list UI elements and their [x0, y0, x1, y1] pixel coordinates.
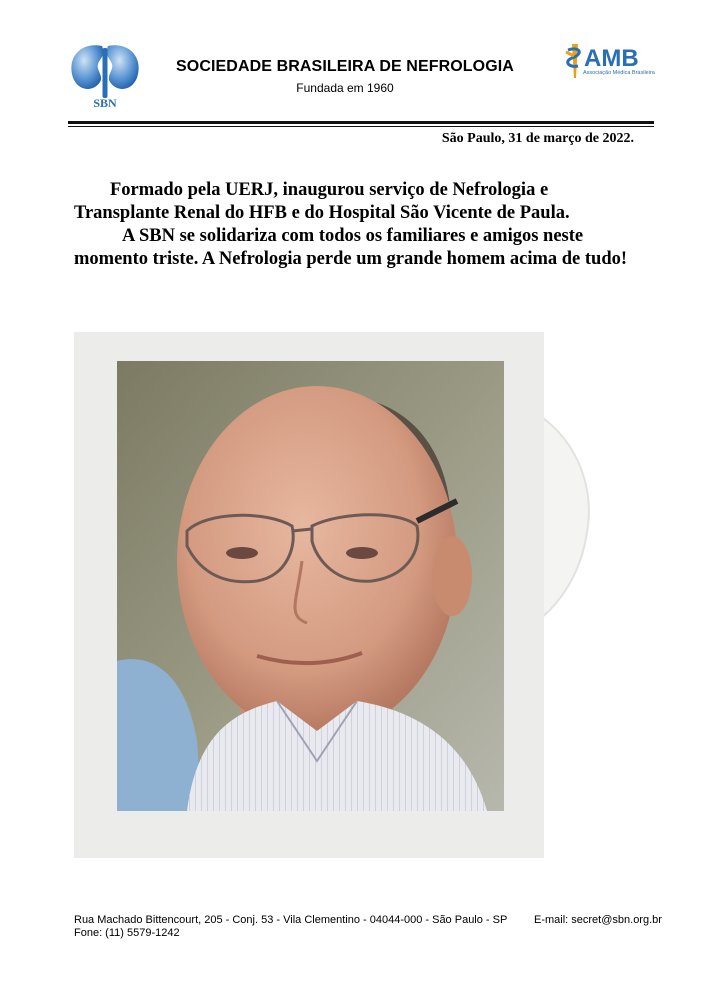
sbn-logo-text: SBN [93, 96, 117, 110]
document-date: São Paulo, 31 de março de 2022. [441, 131, 634, 146]
footer-email: E-mail: secret@sbn.org.br [534, 914, 662, 926]
organization-name: SOCIEDADE BRASILEIRA DE NEFROLOGIA [176, 58, 514, 75]
founded-year: Fundada em 1960 [296, 81, 394, 95]
footer-address: Rua Machado Bittencourt, 205 - Conj. 53 - Vila Clementino - 04044-000 - São Paulo - SP [74, 914, 508, 926]
header-rule [68, 121, 654, 124]
svg-text:AMB: AMB [584, 45, 639, 72]
portrait-photo [117, 361, 504, 811]
body-paragraph-1: Formado pela UERJ, inaugurou serviço de Nefrologia e Transplante Renal do HFB e do Hospital São Vicente de Paula. [74, 180, 570, 223]
amb-logo [562, 38, 654, 88]
header-rule-thin [68, 126, 654, 127]
amb-subtitle: Associação Médica Brasileira [583, 70, 655, 76]
document-body [74, 179, 644, 271]
footer-phone: Fone: (11) 5579-1242 [74, 927, 180, 939]
body-paragraph-2: A SBN se solidariza com todos os familiares e amigos neste momento triste. A Nefrologia perde um grande homem acima de tudo! [74, 226, 628, 269]
